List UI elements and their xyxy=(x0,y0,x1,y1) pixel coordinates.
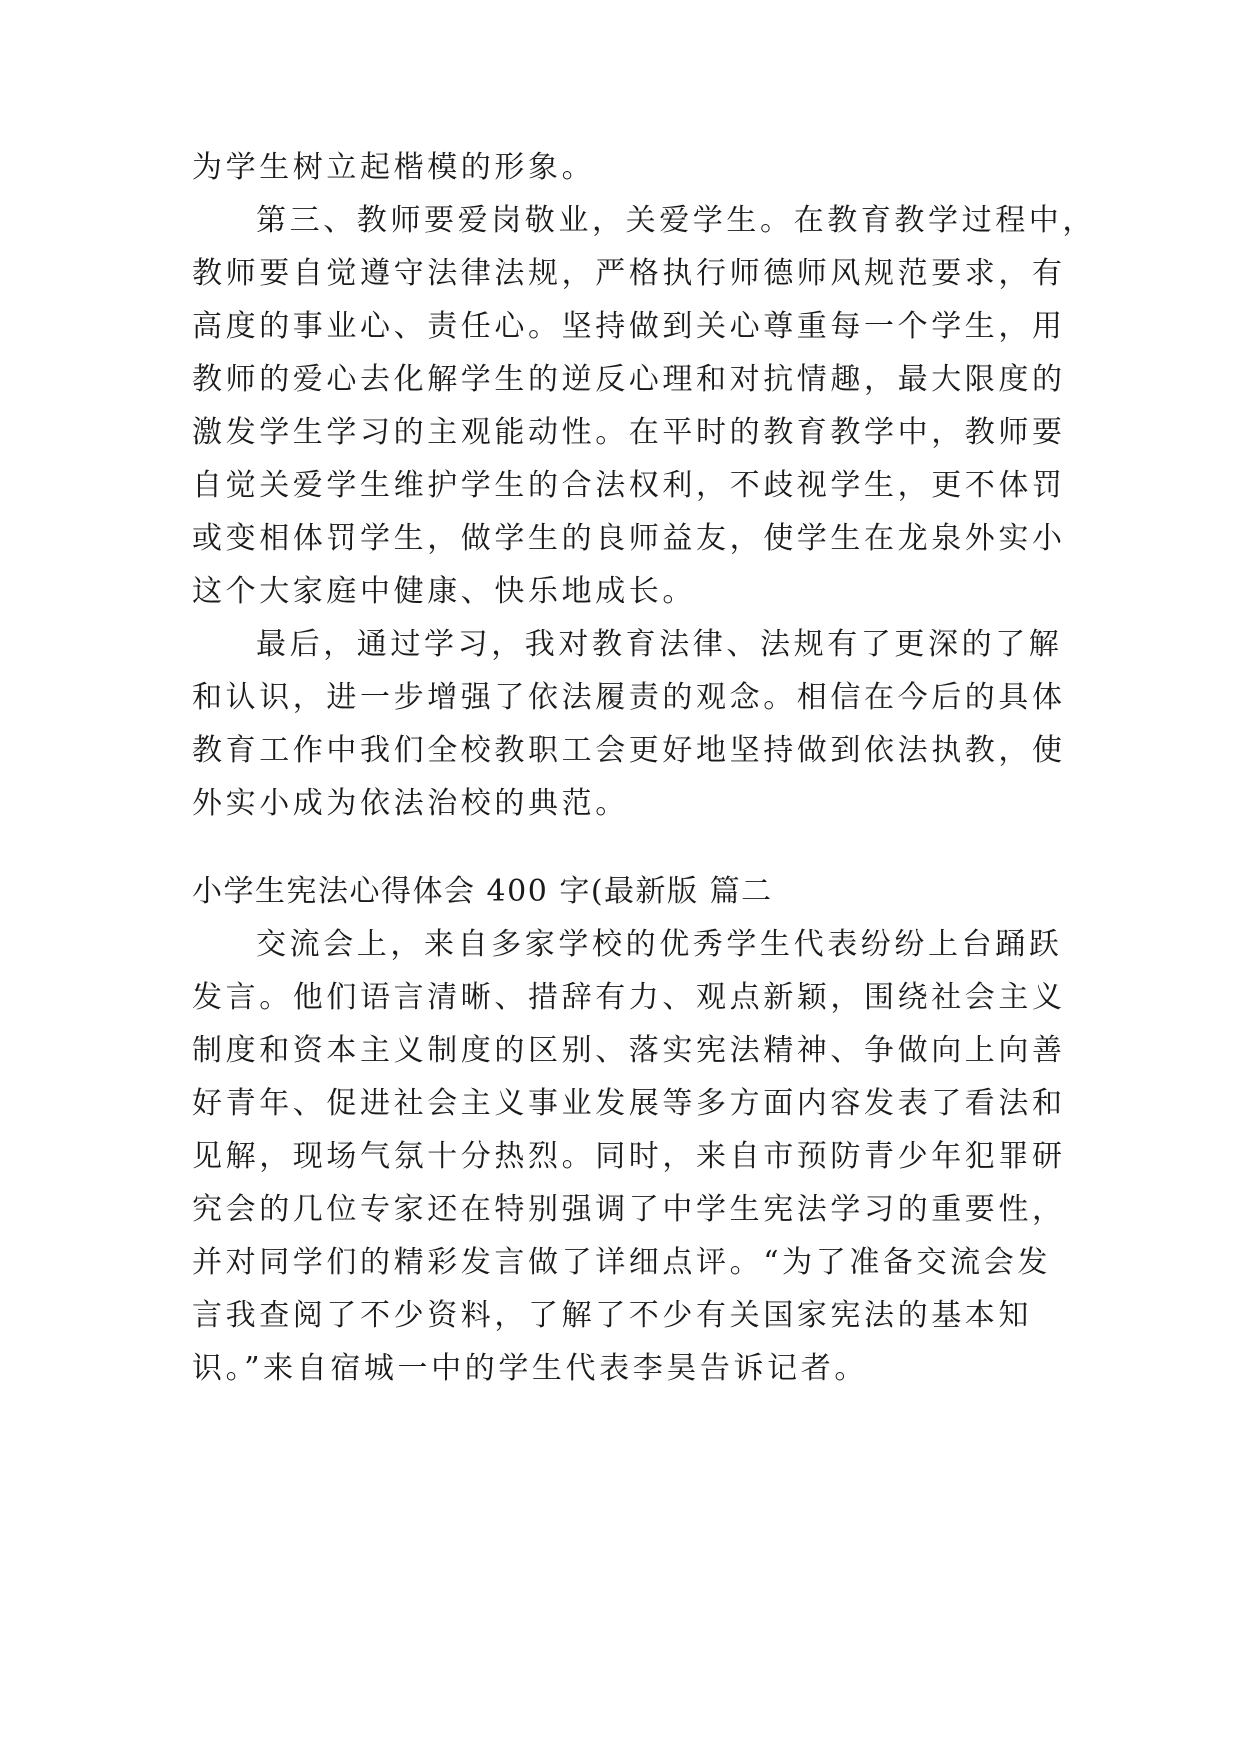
paragraph-line: 教师要自觉遵守法律法规，严格执行师德师风规范要求，有 xyxy=(192,256,1066,291)
paragraph-line: 最后，通过学习，我对教育法律、法规有了更深的了解 xyxy=(256,627,1063,662)
paragraph-line: 言我查阅了不少资料，了解了不少有关国家宪法的基本知 xyxy=(192,1298,1032,1333)
paragraph-line: 识。”来自宿城一中的学生代表李昊告诉记者。 xyxy=(192,1351,868,1386)
paragraph-line: 激发学生学习的主观能动性。在平时的教育教学中，教师要 xyxy=(192,415,1066,450)
paragraph-line: 见解，现场气氛十分热烈。同时，来自市预防青少年犯罪研 xyxy=(192,1139,1066,1174)
paragraph-line: 自觉关爱学生维护学生的合法权利，不歧视学生，更不体罚 xyxy=(192,468,1066,503)
paragraph-line: 制度和资本主义制度的区别、落实宪法精神、争做向上向善 xyxy=(192,1033,1066,1068)
paragraph-line: 或变相体罚学生，做学生的良师益友，使学生在龙泉外实小 xyxy=(192,521,1066,556)
paragraph-line: 第三、教师要爱岗敬业，关爱学生。在教育教学过程中， xyxy=(256,203,1096,238)
paragraph-line: 和认识，进一步增强了依法履责的观念。相信在今后的具体 xyxy=(192,680,1066,715)
paragraph-line: 发言。他们语言清晰、措辞有力、观点新颖，围绕社会主义 xyxy=(192,980,1066,1015)
paragraph-line: 为学生树立起楷模的形象。 xyxy=(192,150,596,185)
paragraph-line: 并对同学们的精彩发言做了详细点评。“为了准备交流会发 xyxy=(192,1245,1051,1280)
paragraph-line: 教育工作中我们全校教职工会更好地坚持做到依法执教，使 xyxy=(192,733,1066,768)
paragraph-line: 交流会上，来自多家学校的优秀学生代表纷纷上台踊跃 xyxy=(256,927,1063,962)
paragraph-line: 高度的事业心、责任心。坚持做到关心尊重每一个学生，用 xyxy=(192,309,1066,344)
paragraph-line: 教师的爱心去化解学生的逆反心理和对抗情趣，最大限度的 xyxy=(192,362,1066,397)
paragraph-line: 究会的几位专家还在特别强调了中学生宪法学习的重要性， xyxy=(192,1192,1066,1227)
section-heading: 小学生宪法心得体会 400 字(最新版 篇二 xyxy=(192,874,773,909)
paragraph-line: 外实小成为依法治校的典范。 xyxy=(192,786,629,821)
paragraph-line: 好青年、促进社会主义事业发展等多方面内容发表了看法和 xyxy=(192,1086,1066,1121)
paragraph-line: 这个大家庭中健康、快乐地成长。 xyxy=(192,574,696,609)
